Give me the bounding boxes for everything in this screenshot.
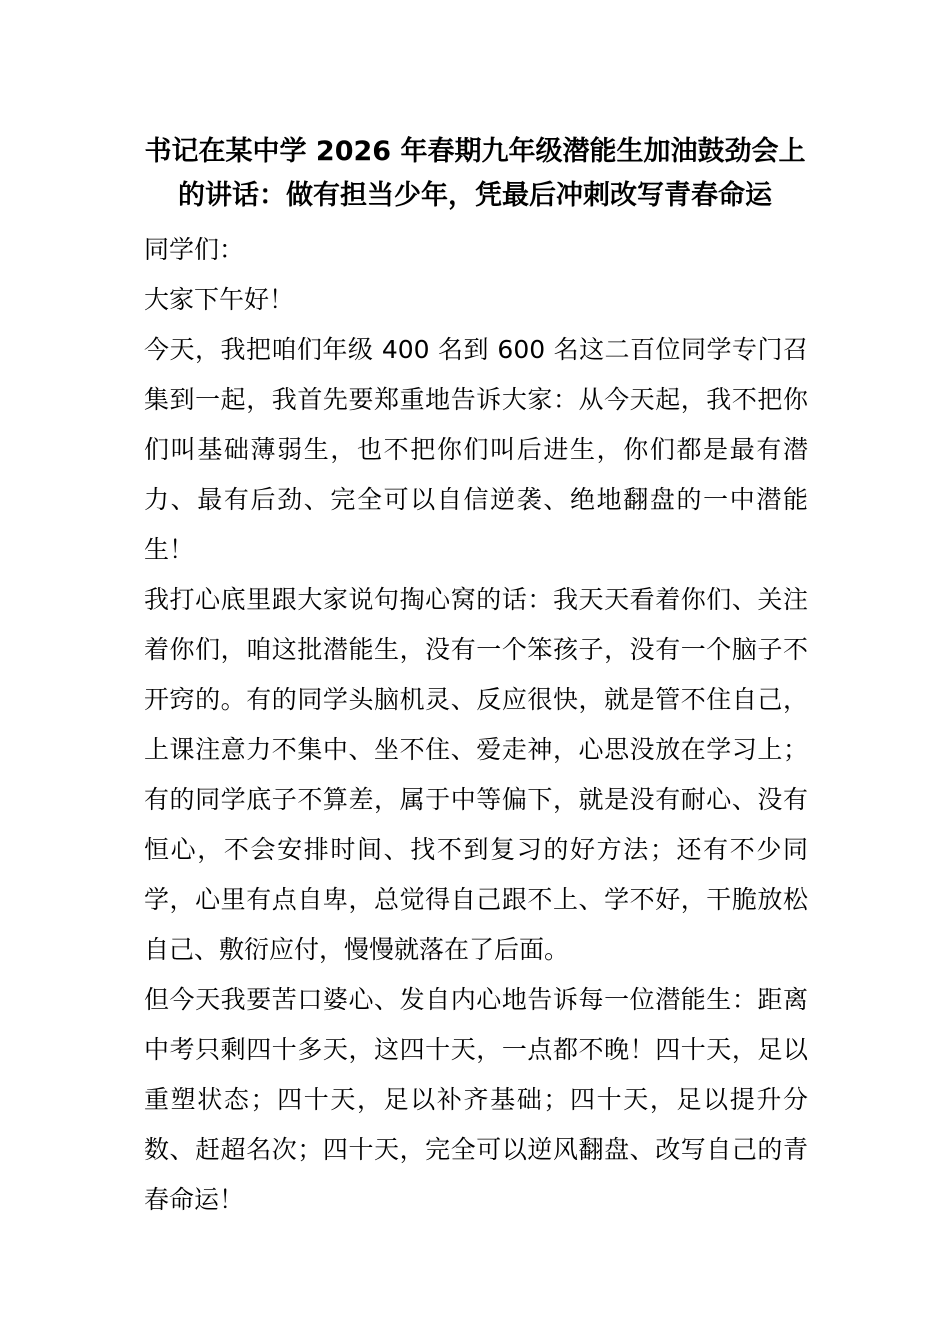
paragraph: 我打心底里跟大家说句掏心窝的话：我天天看着你们、关注着你们，咱这批潜能生，没有一个笨孩子，没有一个脑子不开窍的。有的同学头脑机灵、反应很快，就是管不住自己，上课注意力不集中、坐不住、爱走神，心思没放在学习上；有的同学底子不算差，属于中等偏下，就是没有耐心、没有恒心，不会安排时间、找不到复习的好方法；还有不少同学，心里有点自卑，总觉得自己跟不上、学不好，干脆放松自己、敷衍应付，慢慢就落在了后面。 <box>144 585 808 964</box>
paragraph-salutation: 同学们： <box>144 235 245 264</box>
paragraph: 但今天我要苦口婆心、发自内心地告诉每一位潜能生：距离中考只剩四十多天，这四十天，一点都不晚！四十天，足以重塑状态；四十天，足以补齐基础；四十天，足以提升分数、赶超名次；四十天，完全可以逆风翻盘、改写自己的青春命运！ <box>144 985 808 1214</box>
document-title: 书记在某中学 2026 年春期九年级潜能生加油鼓劲会上的讲话：做有担当少年，凭最后冲刺改写青春命运 <box>144 136 806 211</box>
document-body <box>144 225 808 1225</box>
paragraph: 今天，我把咱们年级 400 名到 600 名这二百位同学专门召集到一起，我首先要郑重地告诉大家：从今天起，我不把你们叫基础薄弱生，也不把你们叫后进生，你们都是最有潜力、最有后劲、完全可以自信逆袭、绝地翻盘的一中潜能生！ <box>144 335 808 564</box>
paragraph-greeting: 大家下午好！ <box>144 285 295 314</box>
